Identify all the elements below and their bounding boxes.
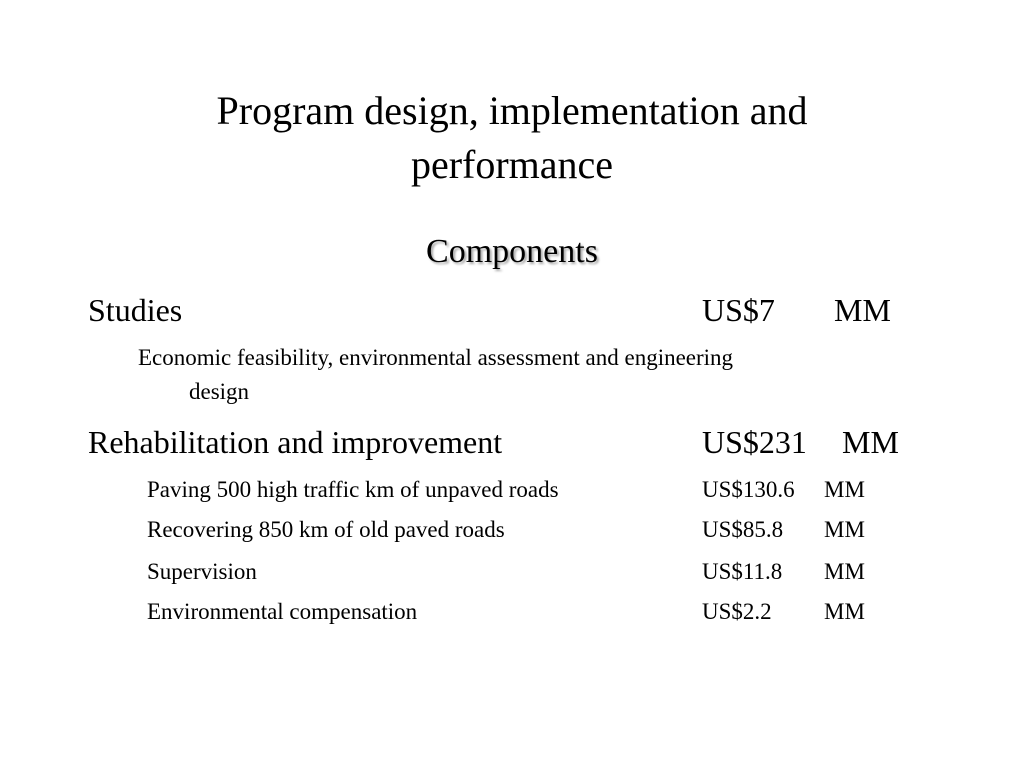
item-paving-amount: US$130.6	[702, 477, 795, 502]
item-recovering-label: Recovering 850 km of old paved roads	[147, 517, 505, 542]
studies-description-line2: design	[189, 379, 250, 404]
rehab-unit: MM	[842, 424, 899, 460]
components-heading: Components	[426, 233, 598, 270]
item-recovering-amount: US$85.8	[702, 517, 784, 542]
studies-amount: US$7	[702, 292, 775, 328]
item-supervision-unit: MM	[824, 559, 865, 584]
slide-title: Program design, implementation and performance	[216, 88, 808, 187]
item-supervision-label: Supervision	[147, 559, 257, 584]
item-environmental-amount: US$2.2	[702, 599, 772, 624]
rehab-amount: US$231	[702, 424, 807, 460]
studies-description-line1: Economic feasibility, environmental assessment and engineering	[138, 345, 734, 370]
item-environmental-unit: MM	[824, 599, 865, 624]
studies-unit: MM	[834, 292, 891, 328]
item-paving-label: Paving 500 high traffic km of unpaved roads	[147, 477, 559, 502]
rehab-label: Rehabilitation and improvement	[88, 424, 503, 460]
item-paving-unit: MM	[824, 477, 865, 502]
item-recovering-unit: MM	[824, 517, 865, 542]
item-environmental-label: Environmental compensation	[147, 599, 418, 624]
item-supervision-amount: US$11.8	[702, 559, 783, 584]
studies-label: Studies	[88, 292, 183, 328]
